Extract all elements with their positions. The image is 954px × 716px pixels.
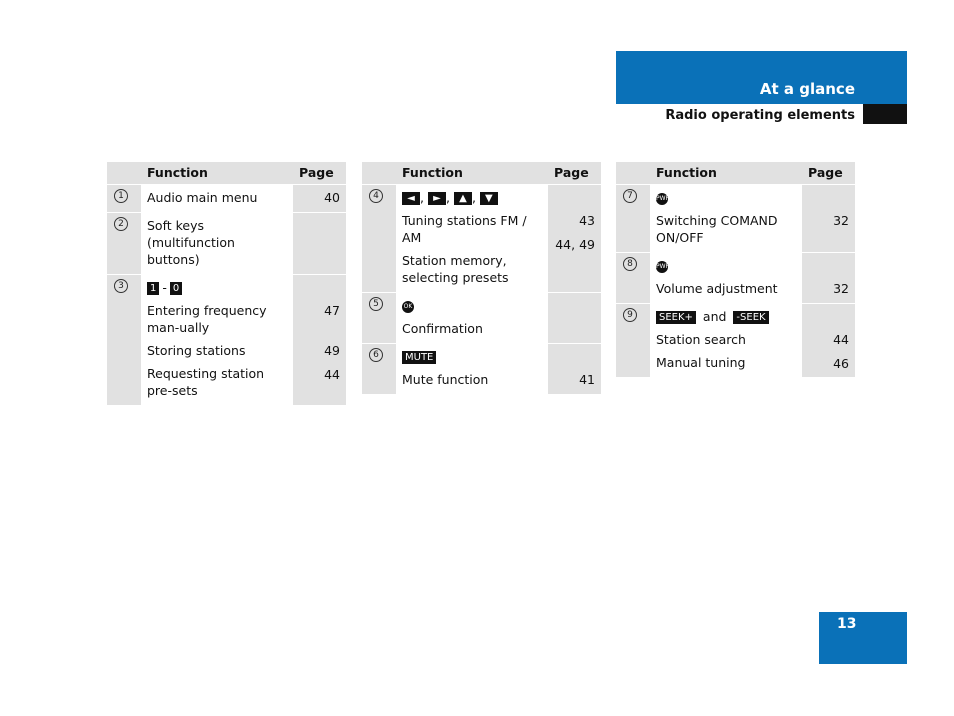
table-row xyxy=(362,184,601,292)
arrow-right-icon: ► xyxy=(428,192,446,205)
col-function-header: Function xyxy=(650,162,802,184)
table-header xyxy=(616,162,855,184)
power-button-icon: PWR xyxy=(656,193,668,205)
table-row xyxy=(616,184,855,252)
page-number-box xyxy=(819,612,907,664)
key-0-icon: 0 xyxy=(170,282,182,295)
function-table-3 xyxy=(616,162,855,377)
function-text: Station search xyxy=(656,332,746,347)
page-ref xyxy=(293,213,346,274)
item-number-6: 6 xyxy=(369,348,383,362)
function-text: Switching COMAND ON/OFF xyxy=(656,213,778,245)
subsection-header xyxy=(616,104,907,124)
table-header xyxy=(107,162,346,184)
function-text: Entering frequency man-ually xyxy=(147,303,267,335)
page-ref: 44 xyxy=(833,332,849,347)
function-text: Storing stations xyxy=(147,343,246,358)
item-number-4: 4 xyxy=(369,189,383,203)
table-row xyxy=(616,303,855,377)
function-text: Mute function xyxy=(402,372,489,387)
arrow-left-icon: ◄ xyxy=(402,192,420,205)
page-ref: 41 xyxy=(579,372,595,387)
item-number-3: 3 xyxy=(114,279,128,293)
col-function-header: Function xyxy=(396,162,548,184)
item-number-2: 2 xyxy=(114,217,128,231)
table-row xyxy=(107,212,346,274)
page-ref: 43 xyxy=(579,213,595,228)
page-ref: 32 xyxy=(833,213,849,228)
function-text: Soft keys (multifunction buttons) xyxy=(141,213,293,274)
item-number-9: 9 xyxy=(623,308,637,322)
subsection-marker xyxy=(863,104,907,124)
seek-plus-icon: SEEK+ xyxy=(656,311,696,324)
col-page-header: Page xyxy=(293,162,346,184)
volume-knob-icon: PWR xyxy=(656,261,668,273)
page-ref: 44, 49 xyxy=(555,237,595,252)
page-ref: 44 xyxy=(324,367,340,382)
item-number-8: 8 xyxy=(623,257,637,271)
seek-keys: SEEK+ and -SEEK xyxy=(656,308,796,325)
item-number-7: 7 xyxy=(623,189,637,203)
function-table-2 xyxy=(362,162,601,394)
item-number-5: 5 xyxy=(369,297,383,311)
function-text: Requesting station pre-sets xyxy=(147,366,265,398)
page-ref: 46 xyxy=(833,356,849,371)
page-ref: 47 xyxy=(324,303,340,318)
function-text: Station memory, selecting presets xyxy=(402,253,509,285)
function-text: Manual tuning xyxy=(656,355,746,370)
function-text: Audio main menu xyxy=(141,185,293,212)
table-row xyxy=(107,274,346,405)
key-1-icon: 1 xyxy=(147,282,159,295)
page-ref: 49 xyxy=(324,343,340,358)
function-text: Confirmation xyxy=(402,321,483,336)
subsection-title: Radio operating elements xyxy=(665,108,855,123)
arrow-keys: ◄ , ► , ▲ , ▼ xyxy=(402,189,542,206)
arrow-up-icon: ▲ xyxy=(454,192,472,205)
ok-button-icon: OK xyxy=(402,301,414,313)
table-row xyxy=(362,292,601,343)
page-ref: 40 xyxy=(293,185,346,212)
page-number: 13 xyxy=(837,616,857,632)
item-number-1: 1 xyxy=(114,189,128,203)
table-header xyxy=(362,162,601,184)
table-row xyxy=(362,343,601,394)
function-text: Tuning stations FM / AM xyxy=(402,213,527,245)
key-range: 1 - 0 xyxy=(147,279,287,296)
arrow-down-icon: ▼ xyxy=(480,192,498,205)
function-text: Volume adjustment xyxy=(656,281,778,296)
col-page-header: Page xyxy=(548,162,601,184)
page-ref: 32 xyxy=(833,281,849,296)
mute-button-icon: MUTE xyxy=(402,351,436,364)
seek-minus-icon: -SEEK xyxy=(733,311,768,324)
col-page-header: Page xyxy=(802,162,855,184)
table-row xyxy=(107,184,346,212)
table-row xyxy=(616,252,855,303)
function-table-1 xyxy=(107,162,346,405)
col-function-header: Function xyxy=(141,162,293,184)
section-title: At a glance xyxy=(759,80,855,98)
section-header-bar xyxy=(616,51,907,104)
